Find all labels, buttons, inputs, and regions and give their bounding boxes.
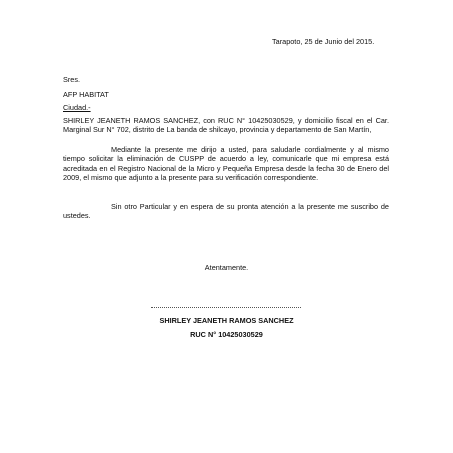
farewell-paragraph: Sin otro Particular y en espera de su pronta atención a la presente me suscribo de ustedes. [63,202,389,221]
recipient-city: Ciudad.- [63,103,91,112]
closing: Atentamente. [204,263,249,272]
recipient: AFP HABITAT [63,90,109,99]
salutation: Sres. [63,75,81,84]
request-paragraph: Mediante la presente me dirijo a usted, para saludarle cordialmente y al mismo tiempo solicitar la eliminación de CUSPP de acuerdo a ley, comunicarle que mi empresa está acreditada en el Registro Nacional de la Micro y Pequeña Empresa desde la fecha 30 de Enero del 2009, el mismo que adjunto a la presente para su verificación correspondiente. [63,145,389,183]
signature-name: SHIRLEY JEANETH RAMOS SANCHEZ [159,316,294,325]
signature-ruc: RUC N° 10425030529 [190,330,263,339]
signature-line [151,307,301,308]
letter-date: Tarapoto, 25 de Junio del 2015. [272,37,375,46]
sender-identification-paragraph: SHIRLEY JEANETH RAMOS SANCHEZ, con RUC N° 10425030529, y domicilio fiscal en el Car. Marginal Sur N° 702, distrito de La banda de shilcayo, provincia y departamento de San Martín, [63,116,389,135]
